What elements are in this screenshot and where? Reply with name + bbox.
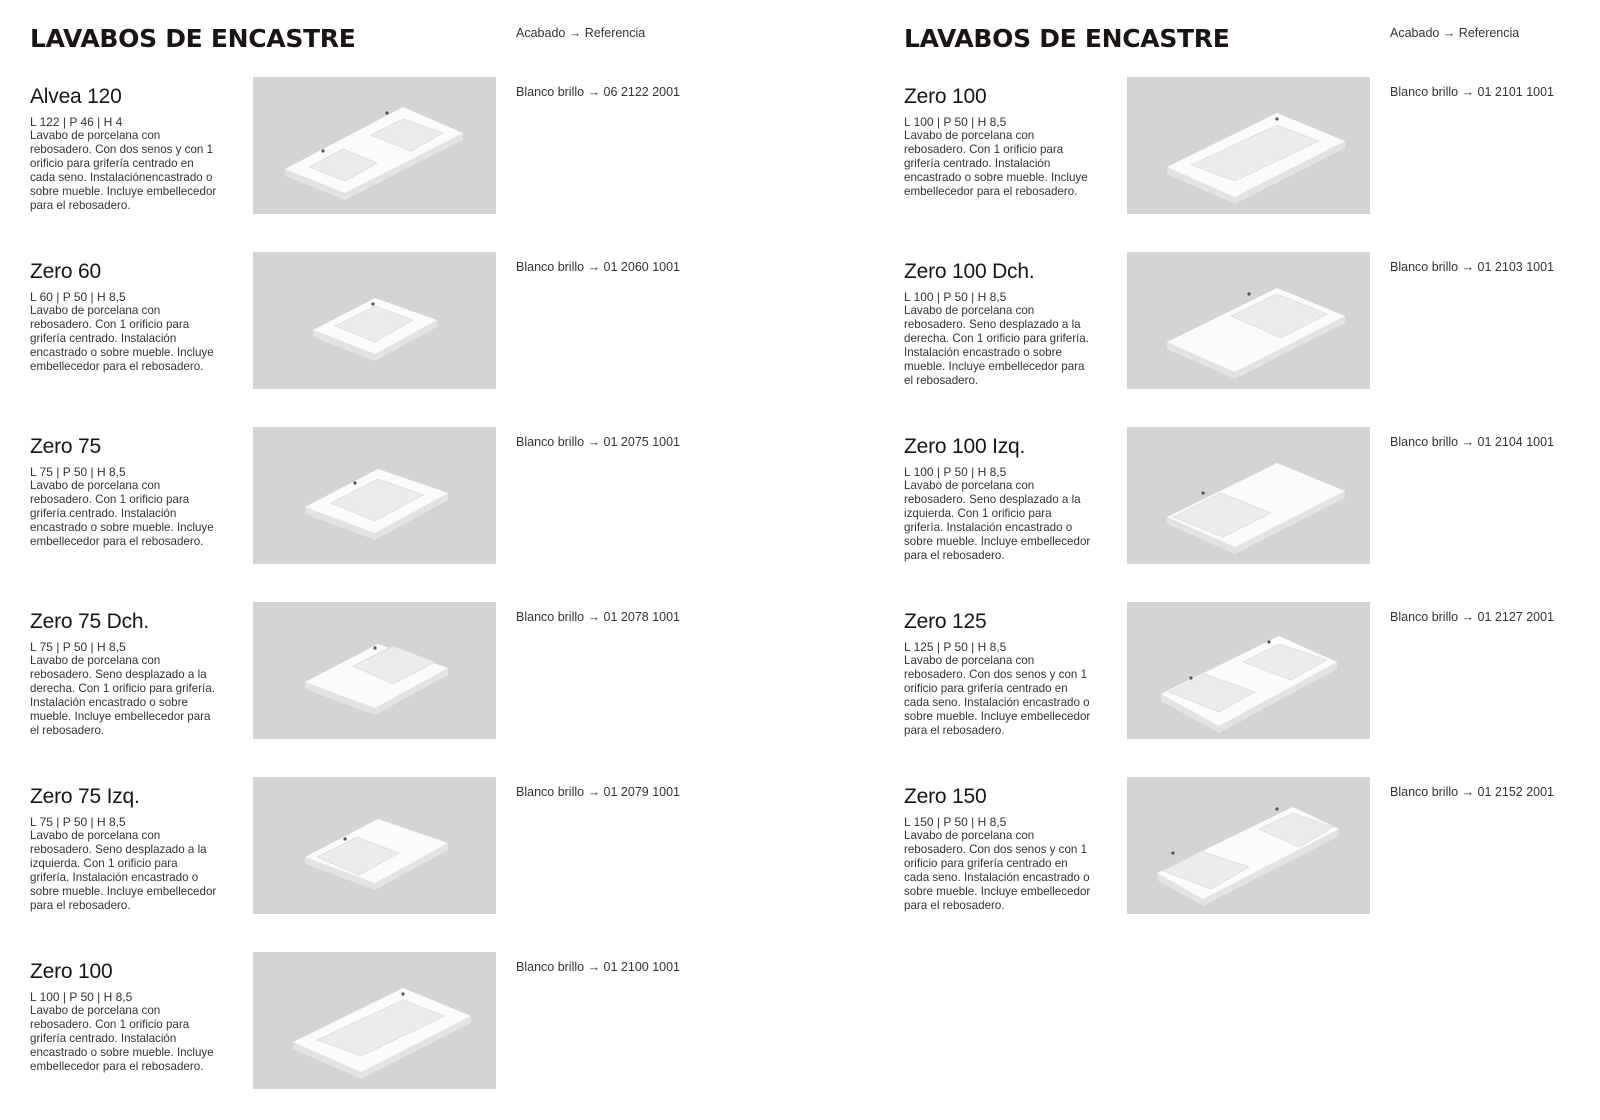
product-row bbox=[874, 85, 1600, 260]
product-image bbox=[253, 952, 496, 1089]
product-description: Lavabo de porcelana con rebosadero. Con 1 orificio para grifería centrado. Instalación encastrado o sobre mueble. Incluye embellecedor para el rebosadero. bbox=[30, 304, 214, 373]
washbasin-illustration bbox=[253, 252, 496, 389]
tap-hole bbox=[371, 302, 374, 305]
tap-hole bbox=[1275, 117, 1278, 120]
product-image bbox=[253, 777, 496, 914]
product-description: Lavabo de porcelana con rebosadero. Con dos senos y con 1 orificio para grifería centrado en cada seno. Instalaciónencastrado o sobre mueble. Incluye embellecedor para el rebosadero. bbox=[30, 129, 217, 212]
product-reference: Blanco brillo → 01 2078 1001 bbox=[516, 610, 681, 624]
washbasin-illustration bbox=[253, 952, 496, 1089]
product-reference: Blanco brillo → 01 2100 1001 bbox=[516, 960, 681, 974]
tap-hole bbox=[1171, 851, 1174, 854]
washbasin-illustration bbox=[1127, 602, 1370, 739]
product-dimensions: L 122 | P 46 | H 4 bbox=[30, 115, 123, 129]
washbasin-illustration bbox=[1127, 777, 1370, 914]
right-page bbox=[874, 0, 1600, 1120]
tap-hole bbox=[385, 111, 388, 114]
product-name: Zero 150 bbox=[904, 785, 987, 808]
product-dimensions: L 75 | P 50 | H 8,5 bbox=[30, 640, 126, 654]
product-name: Zero 125 bbox=[904, 610, 987, 633]
product-image bbox=[1127, 252, 1370, 389]
product-dimensions: L 100 | P 50 | H 8,5 bbox=[904, 465, 1007, 479]
page-title: LAVABOS DE ENCASTRE bbox=[30, 24, 356, 53]
column-header-reference: Acabado → Referencia bbox=[516, 26, 646, 40]
product-dimensions: L 125 | P 50 | H 8,5 bbox=[904, 640, 1007, 654]
washbasin-illustration bbox=[253, 77, 496, 214]
product-image bbox=[253, 427, 496, 564]
product-dimensions: L 60 | P 50 | H 8,5 bbox=[30, 290, 126, 304]
product-reference: Blanco brillo → 01 2079 1001 bbox=[516, 785, 681, 799]
product-name: Zero 100 bbox=[904, 85, 987, 108]
product-description: Lavabo de porcelana con rebosadero. Seno desplazado a la izquierda. Con 1 orificio para grifería. Instalación encastrado o sobre mueble. Incluye embellecedor para el rebosadero. bbox=[904, 479, 1091, 562]
product-name: Alvea 120 bbox=[30, 85, 122, 108]
product-row bbox=[0, 960, 800, 1120]
product-dimensions: L 75 | P 50 | H 8,5 bbox=[30, 465, 126, 479]
product-row bbox=[0, 85, 800, 260]
product-dimensions: L 100 | P 50 | H 8,5 bbox=[30, 990, 133, 1004]
product-dimensions: L 100 | P 50 | H 8,5 bbox=[904, 115, 1007, 129]
product-reference: Blanco brillo → 01 2060 1001 bbox=[516, 260, 681, 274]
product-description: Lavabo de porcelana con rebosadero. Seno desplazado a la derecha. Con 1 orificio para grifería. Instalación encastrado o sobre mueble. Incluye embellecedor para el rebosadero. bbox=[30, 654, 215, 737]
washbasin-illustration bbox=[1127, 252, 1370, 389]
product-row bbox=[874, 260, 1600, 435]
product-description: Lavabo de porcelana con rebosadero. Con 1 orificio para grifería centrado. Instalación encastrado o sobre mueble. Incluye embellecedor para el rebosadero. bbox=[904, 129, 1088, 198]
product-image bbox=[1127, 777, 1370, 914]
tap-hole bbox=[1189, 676, 1192, 679]
product-reference: Blanco brillo → 06 2122 2001 bbox=[516, 85, 681, 99]
product-reference: Blanco brillo → 01 2101 1001 bbox=[1390, 85, 1555, 99]
page-title: LAVABOS DE ENCASTRE bbox=[904, 24, 1230, 53]
tap-hole bbox=[373, 646, 376, 649]
product-row bbox=[0, 435, 800, 610]
product-row bbox=[0, 785, 800, 960]
product-name: Zero 60 bbox=[30, 260, 101, 283]
product-name: Zero 75 bbox=[30, 435, 101, 458]
product-row bbox=[874, 435, 1600, 610]
product-reference: Blanco brillo → 01 2152 2001 bbox=[1390, 785, 1555, 799]
tap-hole bbox=[343, 837, 346, 840]
product-image bbox=[1127, 77, 1370, 214]
tap-hole bbox=[1267, 640, 1270, 643]
product-image bbox=[253, 252, 496, 389]
washbasin-illustration bbox=[1127, 77, 1370, 214]
product-row bbox=[0, 610, 800, 785]
washbasin-illustration bbox=[253, 602, 496, 739]
product-description: Lavabo de porcelana con rebosadero. Seno desplazado a la derecha. Con 1 orificio para grifería. Instalación encastrado o sobre mueble. Incluye embellecedor para el rebosadero. bbox=[904, 304, 1089, 387]
product-dimensions: L 150 | P 50 | H 8,5 bbox=[904, 815, 1007, 829]
product-reference: Blanco brillo → 01 2127 2001 bbox=[1390, 610, 1555, 624]
product-name: Zero 100 Izq. bbox=[904, 435, 1026, 458]
washbasin-illustration bbox=[1127, 427, 1370, 564]
tap-hole bbox=[321, 149, 324, 152]
product-description: Lavabo de porcelana con rebosadero. Con dos senos y con 1 orificio para grifería centrado en cada seno. Instalación encastrado o sobre mueble. Incluye embellecedor para el rebosadero. bbox=[904, 654, 1091, 737]
column-header-reference: Acabado → Referencia bbox=[1390, 26, 1520, 40]
tap-hole bbox=[1275, 807, 1278, 810]
tap-hole bbox=[1247, 292, 1250, 295]
product-row bbox=[0, 260, 800, 435]
product-reference: Blanco brillo → 01 2075 1001 bbox=[516, 435, 681, 449]
product-row bbox=[874, 785, 1600, 960]
product-image bbox=[1127, 427, 1370, 564]
product-dimensions: L 75 | P 50 | H 8,5 bbox=[30, 815, 126, 829]
product-reference: Blanco brillo → 01 2103 1001 bbox=[1390, 260, 1555, 274]
product-image bbox=[1127, 602, 1370, 739]
product-name: Zero 100 Dch. bbox=[904, 260, 1035, 283]
product-description: Lavabo de porcelana con rebosadero. Seno desplazado a la izquierda. Con 1 orificio para grifería. Instalación encastrado o sobre mueble. Incluye embellecedor para el rebosadero. bbox=[30, 829, 217, 912]
product-name: Zero 100 bbox=[30, 960, 113, 983]
product-name: Zero 75 Dch. bbox=[30, 610, 149, 633]
tap-hole bbox=[401, 992, 404, 995]
product-dimensions: L 100 | P 50 | H 8,5 bbox=[904, 290, 1007, 304]
product-row bbox=[874, 610, 1600, 785]
tap-hole bbox=[353, 481, 356, 484]
product-description: Lavabo de porcelana con rebosadero. Con dos senos y con 1 orificio para grifería centrado en cada seno. Instalación encastrado o sobre mueble. Incluye embellecedor para el rebosadero. bbox=[904, 829, 1091, 912]
washbasin-illustration bbox=[253, 427, 496, 564]
product-description: Lavabo de porcelana con rebosadero. Con 1 orificio para grifería centrado. Instalación encastrado o sobre mueble. Incluye embellecedor para el rebosadero. bbox=[30, 1004, 214, 1073]
product-image bbox=[253, 602, 496, 739]
product-reference: Blanco brillo → 01 2104 1001 bbox=[1390, 435, 1555, 449]
tap-hole bbox=[1201, 491, 1204, 494]
product-description: Lavabo de porcelana con rebosadero. Con 1 orificio para grifería centrado. Instalación encastrado o sobre mueble. Incluye embellecedor para el rebosadero. bbox=[30, 479, 214, 548]
product-image bbox=[253, 77, 496, 214]
washbasin-illustration bbox=[253, 777, 496, 914]
product-name: Zero 75 Izq. bbox=[30, 785, 140, 808]
